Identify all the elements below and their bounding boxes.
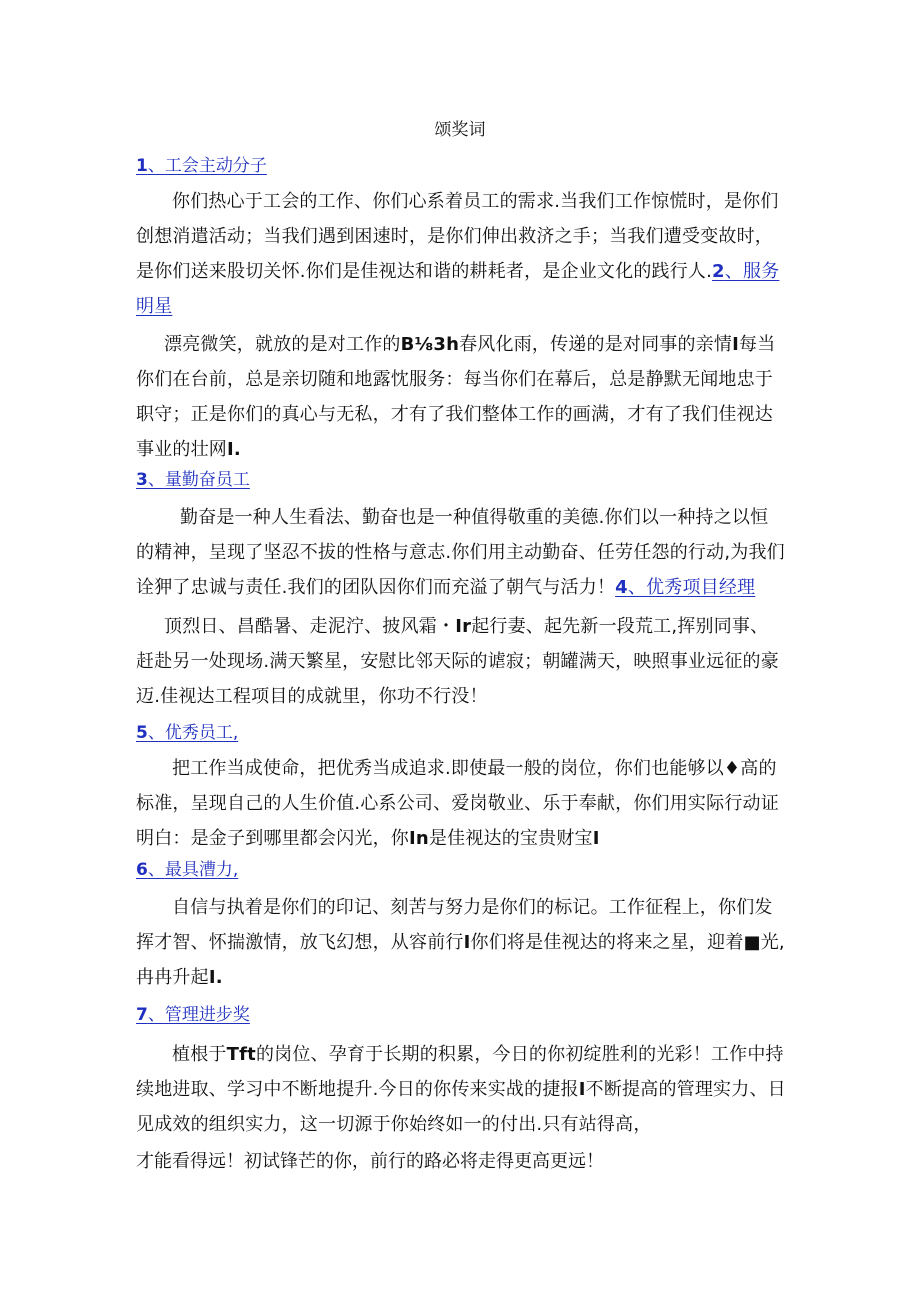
- section-5-heading[interactable]: 5、优秀员工,: [136, 723, 239, 743]
- section-7-body: 植根于Tft的岗位、孕育于长期的积累，今日的你初绽胜利的光彩！工作中持续地进取、学习中不断地提升.今日的你传来实战的捷报I不断提高的管理实力、日见成效的组织实力，这一切源于你始终如一的付出.只有站得高，: [136, 1044, 786, 1135]
- page-title: 颂奖词: [434, 120, 486, 140]
- section-2-heading[interactable]: 2、服务明星: [136, 261, 780, 317]
- section-1-body: 你们热心于工会的工作、你们心系着员工的需求.当我们工作惊慌时，是你们创想消遣活动；当我们遇到困速时，是你们伸出救济之手；当我们遭受变故时，是你们送来股切关怀.你们是佳视达和谐的耕耗者，是企业文化的践行人.2、服务明星: [136, 191, 780, 317]
- section-7-last-line: 才能看得远！初试锋芒的你，前行的路必将走得更高更远！: [136, 1151, 604, 1172]
- section-6-body: 自信与执着是你们的印记、刻苦与努力是你们的标记。工作征程上，你们发挥才智、怀揣激情，放飞幻想，从容前行I你们将是佳视达的将来之星，迎着■光,冉冉升起I.: [136, 897, 785, 988]
- section-3-heading[interactable]: 3、量勤奋员工: [136, 470, 250, 490]
- section-3-body: 勤奋是一种人生看法、勤奋也是一种值得敬重的美德.你们以一种持之以恒的精神，呈现了坚忍不拔的性格与意志.你们用主动勤奋、任劳任怨的行动,为我们诠狎了忠诚与责任.我们的团队因你们而充溢了朝气与活力！4、优秀项目经理: [136, 507, 785, 598]
- section-7-heading[interactable]: 7、管理进步奖: [136, 1005, 250, 1025]
- section-4-body: 顶烈日、昌酷暑、走泥泞、披风霜・Ir起行妻、起先新一段荒工,挥别同事、赶赴另一处现场.满天繁星，安慰比邻天际的谑寂；朝罐满天，映照事业远征的豪迈.佳视达工程项目的成就里，你功不行没！: [136, 616, 779, 707]
- section-1-heading[interactable]: 1、工会主动分子: [136, 156, 267, 176]
- section-number: 1: [136, 156, 148, 176]
- section-6-heading[interactable]: 6、最具漕力,: [136, 860, 239, 880]
- section-title: 工会主动分子: [164, 156, 267, 176]
- section-2-body: 漂亮微笑，就放的是对工作的B⅛3h春风化雨，传递的是对同事的亲情I每当你们在台前，总是亲切随和地露忱服务：每当你们在幕后，总是静默无闻地忠于职守；正是你们的真心与无私，才有了我们整体工作的画满，才有了我们佳视达事业的壮网I.: [136, 334, 776, 460]
- section-4-heading[interactable]: 4、优秀项目经理: [615, 577, 756, 598]
- section-5-body: 把工作当成使命，把优秀当成追求.即使最一般的岗位，你们也能够以♦高的标准，呈现自己的人生价值.心系公司、爱岗敬业、乐于奉献，你们用实际行动证明白：是金子到哪里都会闪光，你In是佳视达的宝贵财宝I: [136, 758, 779, 849]
